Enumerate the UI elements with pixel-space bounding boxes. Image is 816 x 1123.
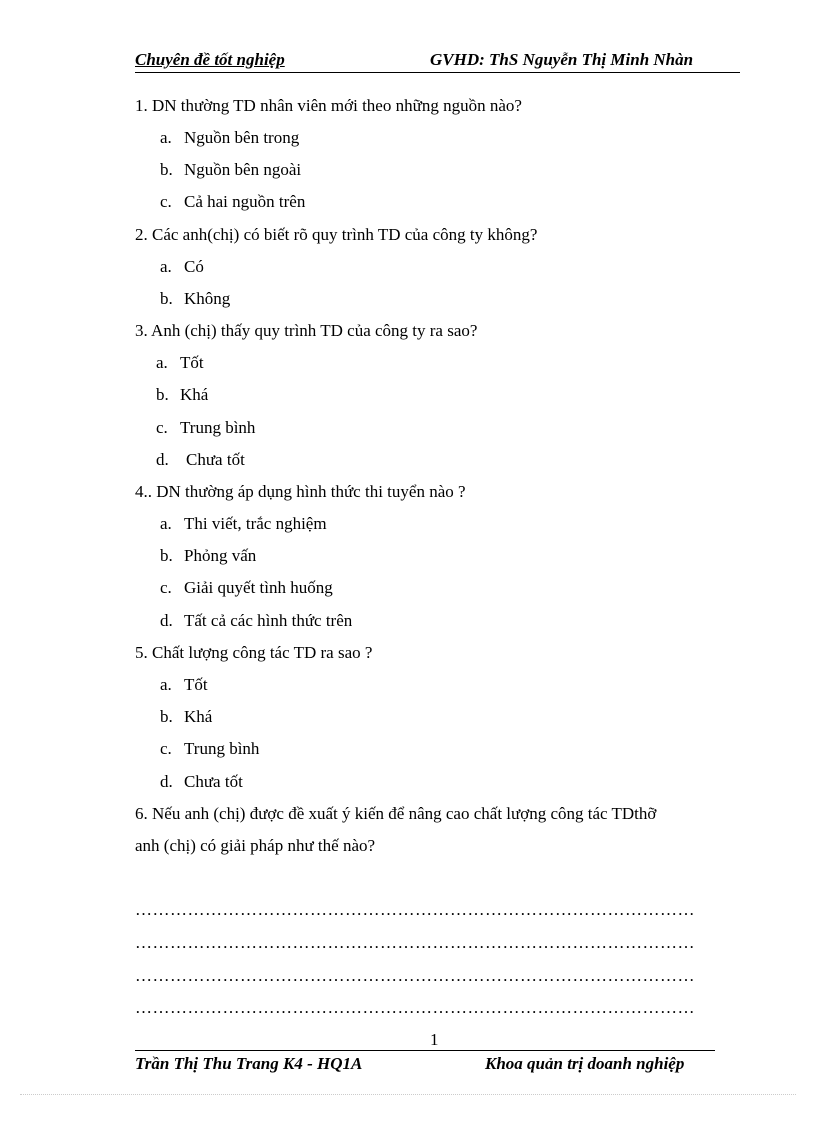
option-text: Tất cả các hình thức trên [184,611,353,630]
option-label: a. [160,128,172,147]
option-text: Tốt [180,353,204,372]
option-4a [160,514,327,534]
option-label: b. [156,385,169,404]
option-label: c. [160,578,172,597]
option-3d [156,450,245,470]
option-label: d. [160,772,173,791]
option-1b [160,160,301,180]
option-3c [156,418,255,438]
question-6-line-1: 6. Nếu anh (chị) được đề xuất ý kiến để nâng cao chất lượng công tác TDthỡ [135,804,657,823]
question-2: 2. Các anh(chị) có biết rõ quy trình TD của công ty không? [135,225,538,244]
option-label: c. [160,192,172,211]
page-number: 1 [430,1030,439,1049]
option-4c [160,578,333,598]
option-5d [160,772,243,792]
answer-line-3: …………………………………………………………………………………… [135,966,695,985]
option-label: d. [156,450,169,469]
option-2a [160,257,204,277]
option-text: Thi viết, trắc nghiệm [184,514,327,533]
option-1a [160,128,299,148]
option-text: Tốt [184,675,208,694]
option-label: b. [160,707,173,726]
page-header [135,50,740,73]
question-4: 4.. DN thường áp dụng hình thức thi tuyển nào ? [135,482,466,501]
option-text: Trung bình [184,739,260,758]
option-text: Cả hai nguồn trên [184,192,306,211]
option-label: a. [156,353,168,372]
option-label: d. [160,611,173,630]
option-text: Chưa tốt [186,450,245,469]
question-5: 5. Chất lượng công tác TD ra sao ? [135,643,373,662]
footer-author: Trần Thị Thu Trang K4 - HQ1A [135,1054,363,1073]
header-title: Chuyên đề tốt nghiệp [135,50,285,69]
page-bottom-divider [20,1094,796,1095]
option-text: Trung bình [180,418,256,437]
option-3b [156,385,208,405]
option-text: Chưa tốt [184,772,243,791]
option-label: b. [160,160,173,179]
answer-line-1: …………………………………………………………………………………… [135,900,695,919]
option-4b [160,546,256,566]
option-label: a. [160,514,172,533]
option-label: a. [160,675,172,694]
option-5c [160,739,259,759]
option-text: Không [184,289,231,308]
option-3a [156,353,204,373]
page-footer [135,1050,715,1081]
option-1c [160,192,305,212]
footer-department: Khoa quản trị doanh nghiệp [485,1054,685,1073]
option-label: b. [160,289,173,308]
option-text: Giải quyết tình huống [184,578,333,597]
option-text: Có [184,257,204,276]
option-2b [160,289,230,309]
option-text: Khá [180,385,209,404]
option-text: Nguồn bên ngoài [184,160,302,179]
answer-line-2: …………………………………………………………………………………… [135,933,695,952]
answer-line-4: …………………………………………………………………………………… [135,998,695,1017]
option-5b [160,707,212,727]
header-supervisor: GVHD: ThS Nguyễn Thị Minh Nhàn [430,50,694,69]
option-text: Phỏng vấn [184,546,257,565]
option-5a [160,675,208,695]
question-6-line-2: anh (chị) có giải pháp như thế nào? [135,836,376,855]
question-1: 1. DN thường TD nhân viên mới theo những nguồn nào? [135,96,522,115]
option-label: c. [160,739,172,758]
question-3: 3. Anh (chị) thấy quy trình TD của công ty ra sao? [135,321,478,340]
option-4d [160,611,352,631]
option-text: Khá [184,707,213,726]
option-label: a. [160,257,172,276]
option-text: Nguồn bên trong [184,128,300,147]
option-label: b. [160,546,173,565]
option-label: c. [156,418,168,437]
